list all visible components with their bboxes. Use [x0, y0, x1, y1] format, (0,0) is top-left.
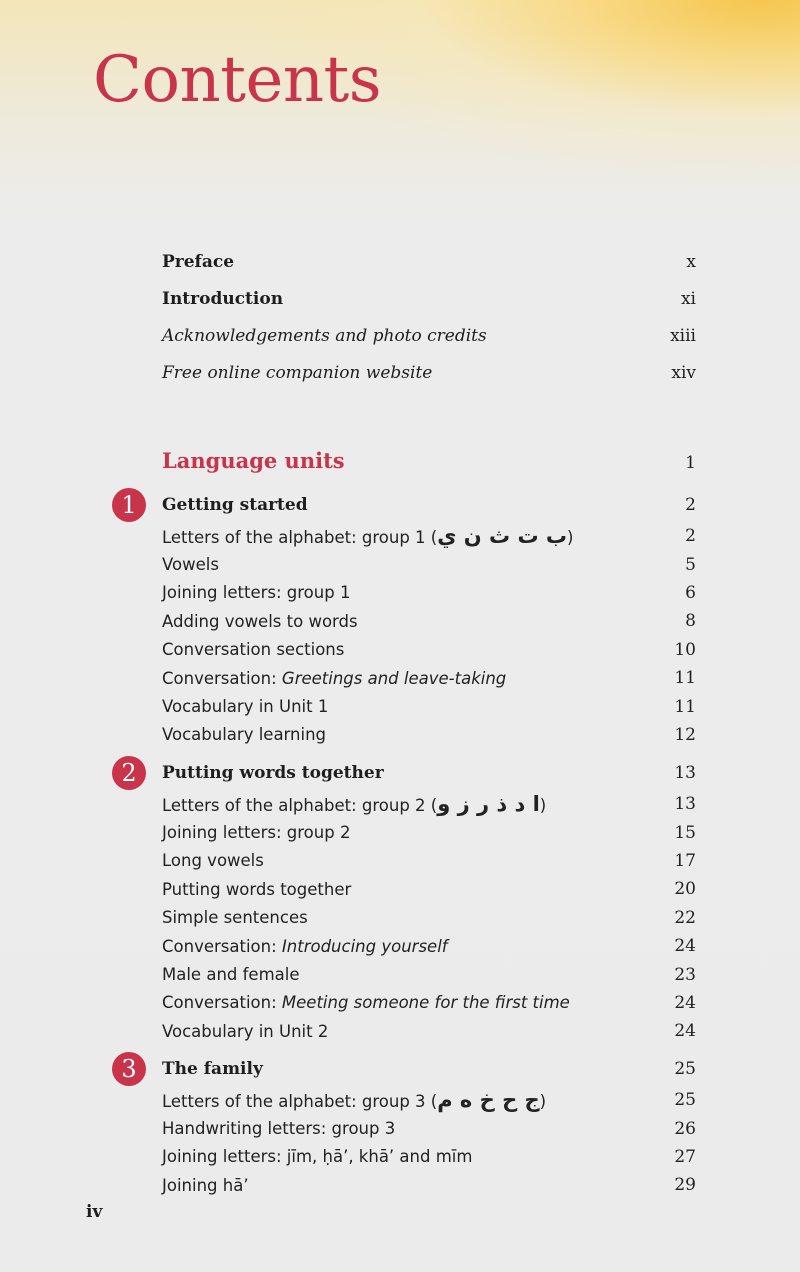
toc-entry-label: Conversation: Greetings and leave-taking: [162, 668, 507, 688]
toc-page-number: 6: [685, 582, 696, 603]
unit-heading[interactable]: [112, 1052, 696, 1086]
toc-page-number: 13: [674, 763, 696, 783]
toc-entry[interactable]: [162, 960, 696, 988]
toc-entry-label: Letters of the alphabet: group 1 (ب ت ث ن ي): [162, 524, 574, 549]
toc-entry[interactable]: [162, 904, 696, 932]
toc-page-number: xiii: [670, 326, 696, 346]
toc-entry[interactable]: [162, 932, 696, 960]
unit-entries: [112, 522, 696, 749]
toc-entry-label: Simple sentences: [162, 908, 308, 928]
toc-page-number: 13: [674, 794, 696, 815]
toc-entry[interactable]: [162, 1143, 696, 1171]
toc-entry[interactable]: [162, 1114, 696, 1142]
toc-page-number: xiv: [671, 363, 696, 383]
toc-page-number: 24: [674, 936, 696, 957]
section-heading-label: Language units: [162, 448, 345, 473]
toc-page-number: 25: [674, 1059, 696, 1079]
unit-number-badge: 3: [112, 1052, 146, 1086]
toc-entry[interactable]: [162, 989, 696, 1017]
unit-heading[interactable]: [112, 756, 696, 790]
toc-entry[interactable]: [162, 1086, 696, 1114]
toc-entry[interactable]: [162, 607, 696, 635]
toc-entry-label: Conversation: Introducing yourself: [162, 936, 448, 956]
toc-entry[interactable]: [162, 522, 696, 550]
unit-3: [112, 1052, 696, 1200]
toc-page-number: 2: [685, 495, 696, 515]
toc-entry[interactable]: [162, 664, 696, 692]
toc-page-number: 25: [674, 1090, 696, 1111]
toc-entry[interactable]: [162, 579, 696, 607]
unit-number-badge: 2: [112, 756, 146, 790]
toc-entry[interactable]: [162, 875, 696, 903]
unit-title: Putting words together: [162, 763, 384, 783]
toc-page-number: x: [686, 252, 696, 272]
toc-entry-label: Conversation: Meeting someone for the first time: [162, 993, 570, 1013]
toc-entry-label: Handwriting letters: group 3: [162, 1119, 396, 1139]
toc-page-number: 11: [674, 668, 696, 689]
toc-entry-label: Joining letters: group 2: [162, 823, 351, 843]
toc-entry-label: Conversation sections: [162, 640, 345, 660]
toc-entry[interactable]: [162, 847, 696, 875]
unit-entries: [112, 790, 696, 1046]
toc-entry-label: Vowels: [162, 555, 219, 575]
unit-title: Getting started: [162, 495, 308, 515]
toc-entry-label: Male and female: [162, 965, 300, 985]
toc-entry[interactable]: [162, 550, 696, 578]
toc-entry-label: Joining letters: jīm, ḥā’, khā’ and mīm: [162, 1147, 473, 1167]
toc-entry-label: Letters of the alphabet: group 2 (ا د ذ ر ز و): [162, 792, 547, 817]
toc-entry[interactable]: [162, 636, 696, 664]
page-title: Contents: [93, 43, 382, 117]
arabic-letters: ج ح خ ه م: [437, 1088, 540, 1113]
toc-entry[interactable]: [162, 1017, 696, 1045]
toc-entry-label: Introduction: [162, 289, 284, 309]
unit-1: [112, 488, 696, 749]
section-heading-language-units[interactable]: [162, 448, 696, 473]
toc-page-number: 1: [685, 453, 696, 473]
unit-title: The family: [162, 1059, 263, 1079]
unit-2: [112, 756, 696, 1046]
toc-entry-label: Letters of the alphabet: group 3 (ج ح خ ه م): [162, 1088, 547, 1113]
page-folio: iv: [86, 1202, 103, 1222]
toc-page-number: xi: [680, 289, 696, 309]
toc-entry-label: Long vowels: [162, 851, 264, 871]
toc-entry[interactable]: [162, 818, 696, 846]
toc-page-number: 12: [674, 724, 696, 745]
toc-entry-label: Free online companion website: [162, 363, 433, 383]
toc-entry-introduction[interactable]: [162, 289, 696, 326]
toc-entry[interactable]: [162, 1171, 696, 1199]
toc-entry-label: Adding vowels to words: [162, 611, 358, 631]
toc-entry-label: Putting words together: [162, 879, 352, 899]
toc-entry[interactable]: [162, 692, 696, 720]
toc-page-number: 27: [674, 1146, 696, 1167]
toc-page-number: 23: [674, 964, 696, 985]
arabic-letters: ا د ذ ر ز و: [437, 792, 540, 817]
toc-entry-label: Vocabulary in Unit 2: [162, 1021, 329, 1041]
toc-page-number: 20: [674, 879, 696, 900]
toc-page-number: 29: [674, 1175, 696, 1196]
toc-entry-label: Vocabulary in Unit 1: [162, 697, 329, 717]
toc-entry-label: Acknowledgements and photo credits: [162, 326, 487, 346]
toc-page-number: 26: [674, 1118, 696, 1139]
unit-heading[interactable]: [112, 488, 696, 522]
toc-entry-acknowledgements[interactable]: [162, 326, 696, 363]
toc-entry-label: Vocabulary learning: [162, 725, 327, 745]
toc-page-number: 10: [674, 639, 696, 660]
toc-page-number: 17: [674, 850, 696, 871]
toc-page-number: 5: [685, 554, 696, 575]
toc-page-number: 22: [674, 907, 696, 928]
toc-page-number: 24: [674, 1021, 696, 1042]
toc-entry-label: Joining letters: group 1: [162, 583, 351, 603]
toc-entry[interactable]: [162, 790, 696, 818]
toc-page-number: 2: [685, 526, 696, 547]
toc-page-number: 8: [685, 611, 696, 632]
toc-entry-companion-website[interactable]: [162, 363, 696, 400]
toc-page-number: 24: [674, 992, 696, 1013]
toc-page-number: 15: [674, 822, 696, 843]
toc-entry-label: Preface: [162, 252, 235, 272]
unit-entries: [112, 1086, 696, 1200]
arabic-letters: ب ت ث ن ي: [437, 524, 567, 549]
toc-entry[interactable]: [162, 721, 696, 749]
front-matter-list: [162, 252, 696, 400]
unit-number-badge: 1: [112, 488, 146, 522]
toc-entry-preface[interactable]: [162, 252, 696, 289]
toc-entry-label: Joining hā’: [162, 1175, 249, 1195]
toc-page-number: 11: [674, 696, 696, 717]
